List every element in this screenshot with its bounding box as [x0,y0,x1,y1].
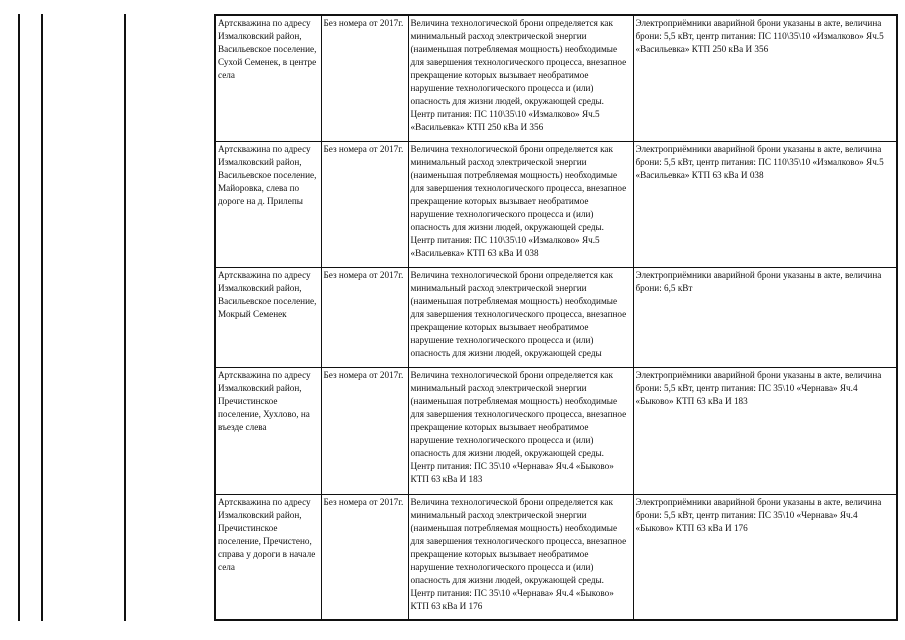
cell-description: Величина технологической брони определяется как минимальный расход электрической энергии (наименьшая потребляемая мощность) необходимые для завершения технологического процесса, внезапное прекращение которых вызывает необратимое нарушение технологического процесса и (или) опасность для жизни людей, окружающей среды. Центр питания: ПС 110\35\10 «Измалково» Яч.5 «Васильевка» КТП 250 кВа И 356 [408,15,633,141]
left-border-line [124,14,126,621]
cell-description: Величина технологической брони определяется как минимальный расход электрической энергии (наименьшая потребляемая мощность) необходимые для завершения технологического процесса, внезапное прекращение которых вызывает необратимое нарушение технологического процесса и (или) опасность для жизни людей, окружающей среды. Центр питания: ПС 35\10 «Чернава» Яч.4 «Быково» КТП 63 кВа И 183 [408,367,633,494]
cell-emergency: Электроприёмники аварийной брони указаны в акте, величина брони: 5,5 кВт, центр питания: ПС 35\10 «Чернава» Яч.4 «Быково» КТП 63 кВа И 176 [633,494,897,620]
cell-emergency: Электроприёмники аварийной брони указаны в акте, величина брони: 5,5 кВт, центр питания: ПС 110\35\10 «Измалково» Яч.5 «Васильевка» КТП 63 кВа И 038 [633,141,897,267]
table-row [215,141,897,267]
cell-location: Артскважина по адресу Измалковский район, Пречистинское поселение, Пречистено, справа у дороги в начале села [215,494,321,620]
cell-number: Без номера от 2017г. [321,494,408,620]
left-border-line [41,14,43,621]
cell-location: Артскважина по адресу Измалковский район, Васильевское поселение, Сухой Семенек, в центре села [215,15,321,141]
cell-location: Артскважина по адресу Измалковский район, Пречистинское поселение, Хухлово, на въезде слева [215,367,321,494]
cell-emergency: Электроприёмники аварийной брони указаны в акте, величина брони: 5,5 кВт, центр питания: ПС 35\10 «Чернава» Яч.4 «Быково» КТП 63 кВа И 183 [633,367,897,494]
cell-emergency: Электроприёмники аварийной брони указаны в акте, величина брони: 5,5 кВт, центр питания: ПС 110\35\10 «Измалково» Яч.5 «Васильевка» КТП 250 кВа И 356 [633,15,897,141]
cell-number: Без номера от 2017г. [321,141,408,267]
document-table [214,14,898,621]
table-row [215,15,897,141]
cell-number: Без номера от 2017г. [321,367,408,494]
cell-number: Без номера от 2017г. [321,267,408,367]
table-row [215,494,897,620]
cell-emergency: Электроприёмники аварийной брони указаны в акте, величина брони: 6,5 кВт [633,267,897,367]
cell-description: Величина технологической брони определяется как минимальный расход электрической энергии (наименьшая потребляемая мощность) необходимые для завершения технологического процесса, внезапное прекращение которых вызывает необратимое нарушение технологического процесса и (или) опасность для жизни людей, окружающей среды [408,267,633,367]
cell-location: Артскважина по адресу Измалковский район, Васильевское поселение, Мокрый Семенек [215,267,321,367]
cell-location: Артскважина по адресу Измалковский район, Васильевское поселение, Майоровка, слева по дороге на д. Прилепы [215,141,321,267]
cell-description: Величина технологической брони определяется как минимальный расход электрической энергии (наименьшая потребляемая мощность) необходимые для завершения технологического процесса, внезапное прекращение которых вызывает необратимое нарушение технологического процесса и (или) опасность для жизни людей, окружающей среды. Центр питания: ПС 35\10 «Чернава» Яч.4 «Быково» КТП 63 кВа И 176 [408,494,633,620]
left-border-line [18,14,20,621]
cell-description: Величина технологической брони определяется как минимальный расход электрической энергии (наименьшая потребляемая мощность) необходимые для завершения технологического процесса, внезапное прекращение которых вызывает необратимое нарушение технологического процесса и (или) опасность для жизни людей, окружающей среды. Центр питания: ПС 110\35\10 «Измалково» Яч.5 «Васильевка» КТП 63 кВа И 038 [408,141,633,267]
table-row [215,367,897,494]
cell-number: Без номера от 2017г. [321,15,408,141]
table-row [215,267,897,367]
